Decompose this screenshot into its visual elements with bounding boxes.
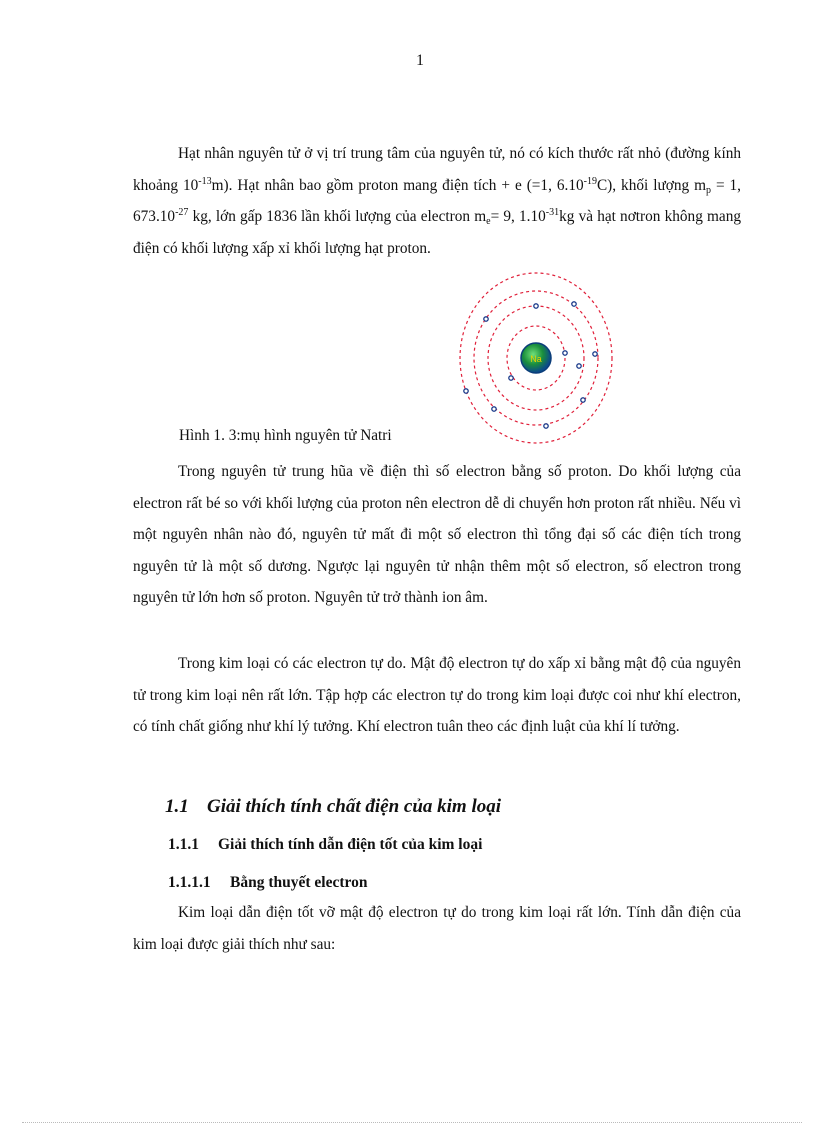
electron	[534, 304, 538, 308]
section-number: 1.1	[165, 796, 189, 817]
superscript: -31	[545, 207, 560, 218]
nucleus-label: Na	[530, 354, 542, 364]
electron	[577, 364, 581, 368]
subsubsection-heading	[168, 874, 367, 892]
superscript: -13	[198, 175, 212, 187]
paragraph-atomic-nucleus	[133, 138, 741, 264]
text-run: = 9, 1.10	[490, 208, 546, 225]
paragraph-neutral-atom: Trong nguyên tử trung hũa về điện thì số electron bằng số proton. Do khối lượng của electron rất bé so với khối lượng của proton nên electron dễ di chuyển hơn proton rất nhiều. Nếu vì một nguyên nhân nào đó, nguyên tử mất đi một số electron thì tổng đại số các điện tích trong nguyên tử là một số dương. Ngược lại nguyên tử nhận thêm một số electron, số electron trong nguyên tử lớn hơn số proton. Nguyên tử trở thành ion âm.	[133, 463, 741, 606]
electron	[484, 317, 488, 321]
paragraph-conductivity: Kim loại dẫn điện tốt vỡ mật độ electron tự do trong kim loại rất lớn. Tính dẫn điện của kim loại được giải thích như sau:	[133, 904, 741, 953]
subscript: e	[486, 216, 491, 227]
text-run: C), khối lượng m	[596, 176, 706, 194]
text-run: kg và hạt nơtron không mang điện có khối lượng xấp xỉ khối lượng hạt proton.	[133, 208, 741, 257]
sodium-atom-diagram	[458, 270, 614, 446]
text-run: m). Hạt nhân bao gồm proton mang điện tích + e (=1, 6.10	[211, 176, 584, 194]
figure-caption: Hình 1. 3:mụ hình nguyên tử Natri	[179, 427, 392, 444]
paragraph-free-electrons: Trong kim loại có các electron tự do. Mật độ electron tự do xấp xỉ bằng mật độ của nguyên tử trong kim loại nên rất lớn. Tập hợp các electron tự do trong kim loại được coi như khí electron, có tính chất giống như khí lý tưởng. Khí electron tuân theo các định luật của khí lí tưởng.	[133, 655, 741, 735]
electron	[572, 302, 576, 306]
subscript: p	[705, 184, 711, 196]
text-run: = 1, 673.10	[133, 176, 741, 225]
electron	[581, 398, 585, 402]
electron	[563, 351, 567, 355]
electron	[593, 352, 597, 356]
superscript: -27	[175, 207, 189, 218]
subsection-number: 1.1.1	[168, 836, 199, 853]
page-number: 1	[416, 52, 424, 69]
text-run: kg, lớn gấp 1836 lần khối lượng của electron m	[188, 208, 487, 225]
electron	[492, 407, 496, 411]
subsubsection-number: 1.1.1.1	[168, 874, 211, 891]
text-run: Hạt nhân nguyên tử ở vị trí trung tâm của nguyên tử, nó có kích thước rất nhỏ (đường kính khoảng 10	[133, 145, 741, 194]
superscript: -19	[583, 175, 597, 187]
subsection-heading	[168, 836, 482, 854]
section-heading	[165, 796, 501, 818]
electron	[464, 389, 468, 393]
electron	[544, 424, 548, 428]
subsection-title: Giải thích tính dẫn điện tốt của kim loại	[218, 836, 483, 853]
electron	[509, 376, 513, 380]
section-title: Giải thích tính chất điện của kim loại	[207, 796, 502, 817]
subsubsection-title: Bằng thuyết electron	[230, 874, 368, 891]
